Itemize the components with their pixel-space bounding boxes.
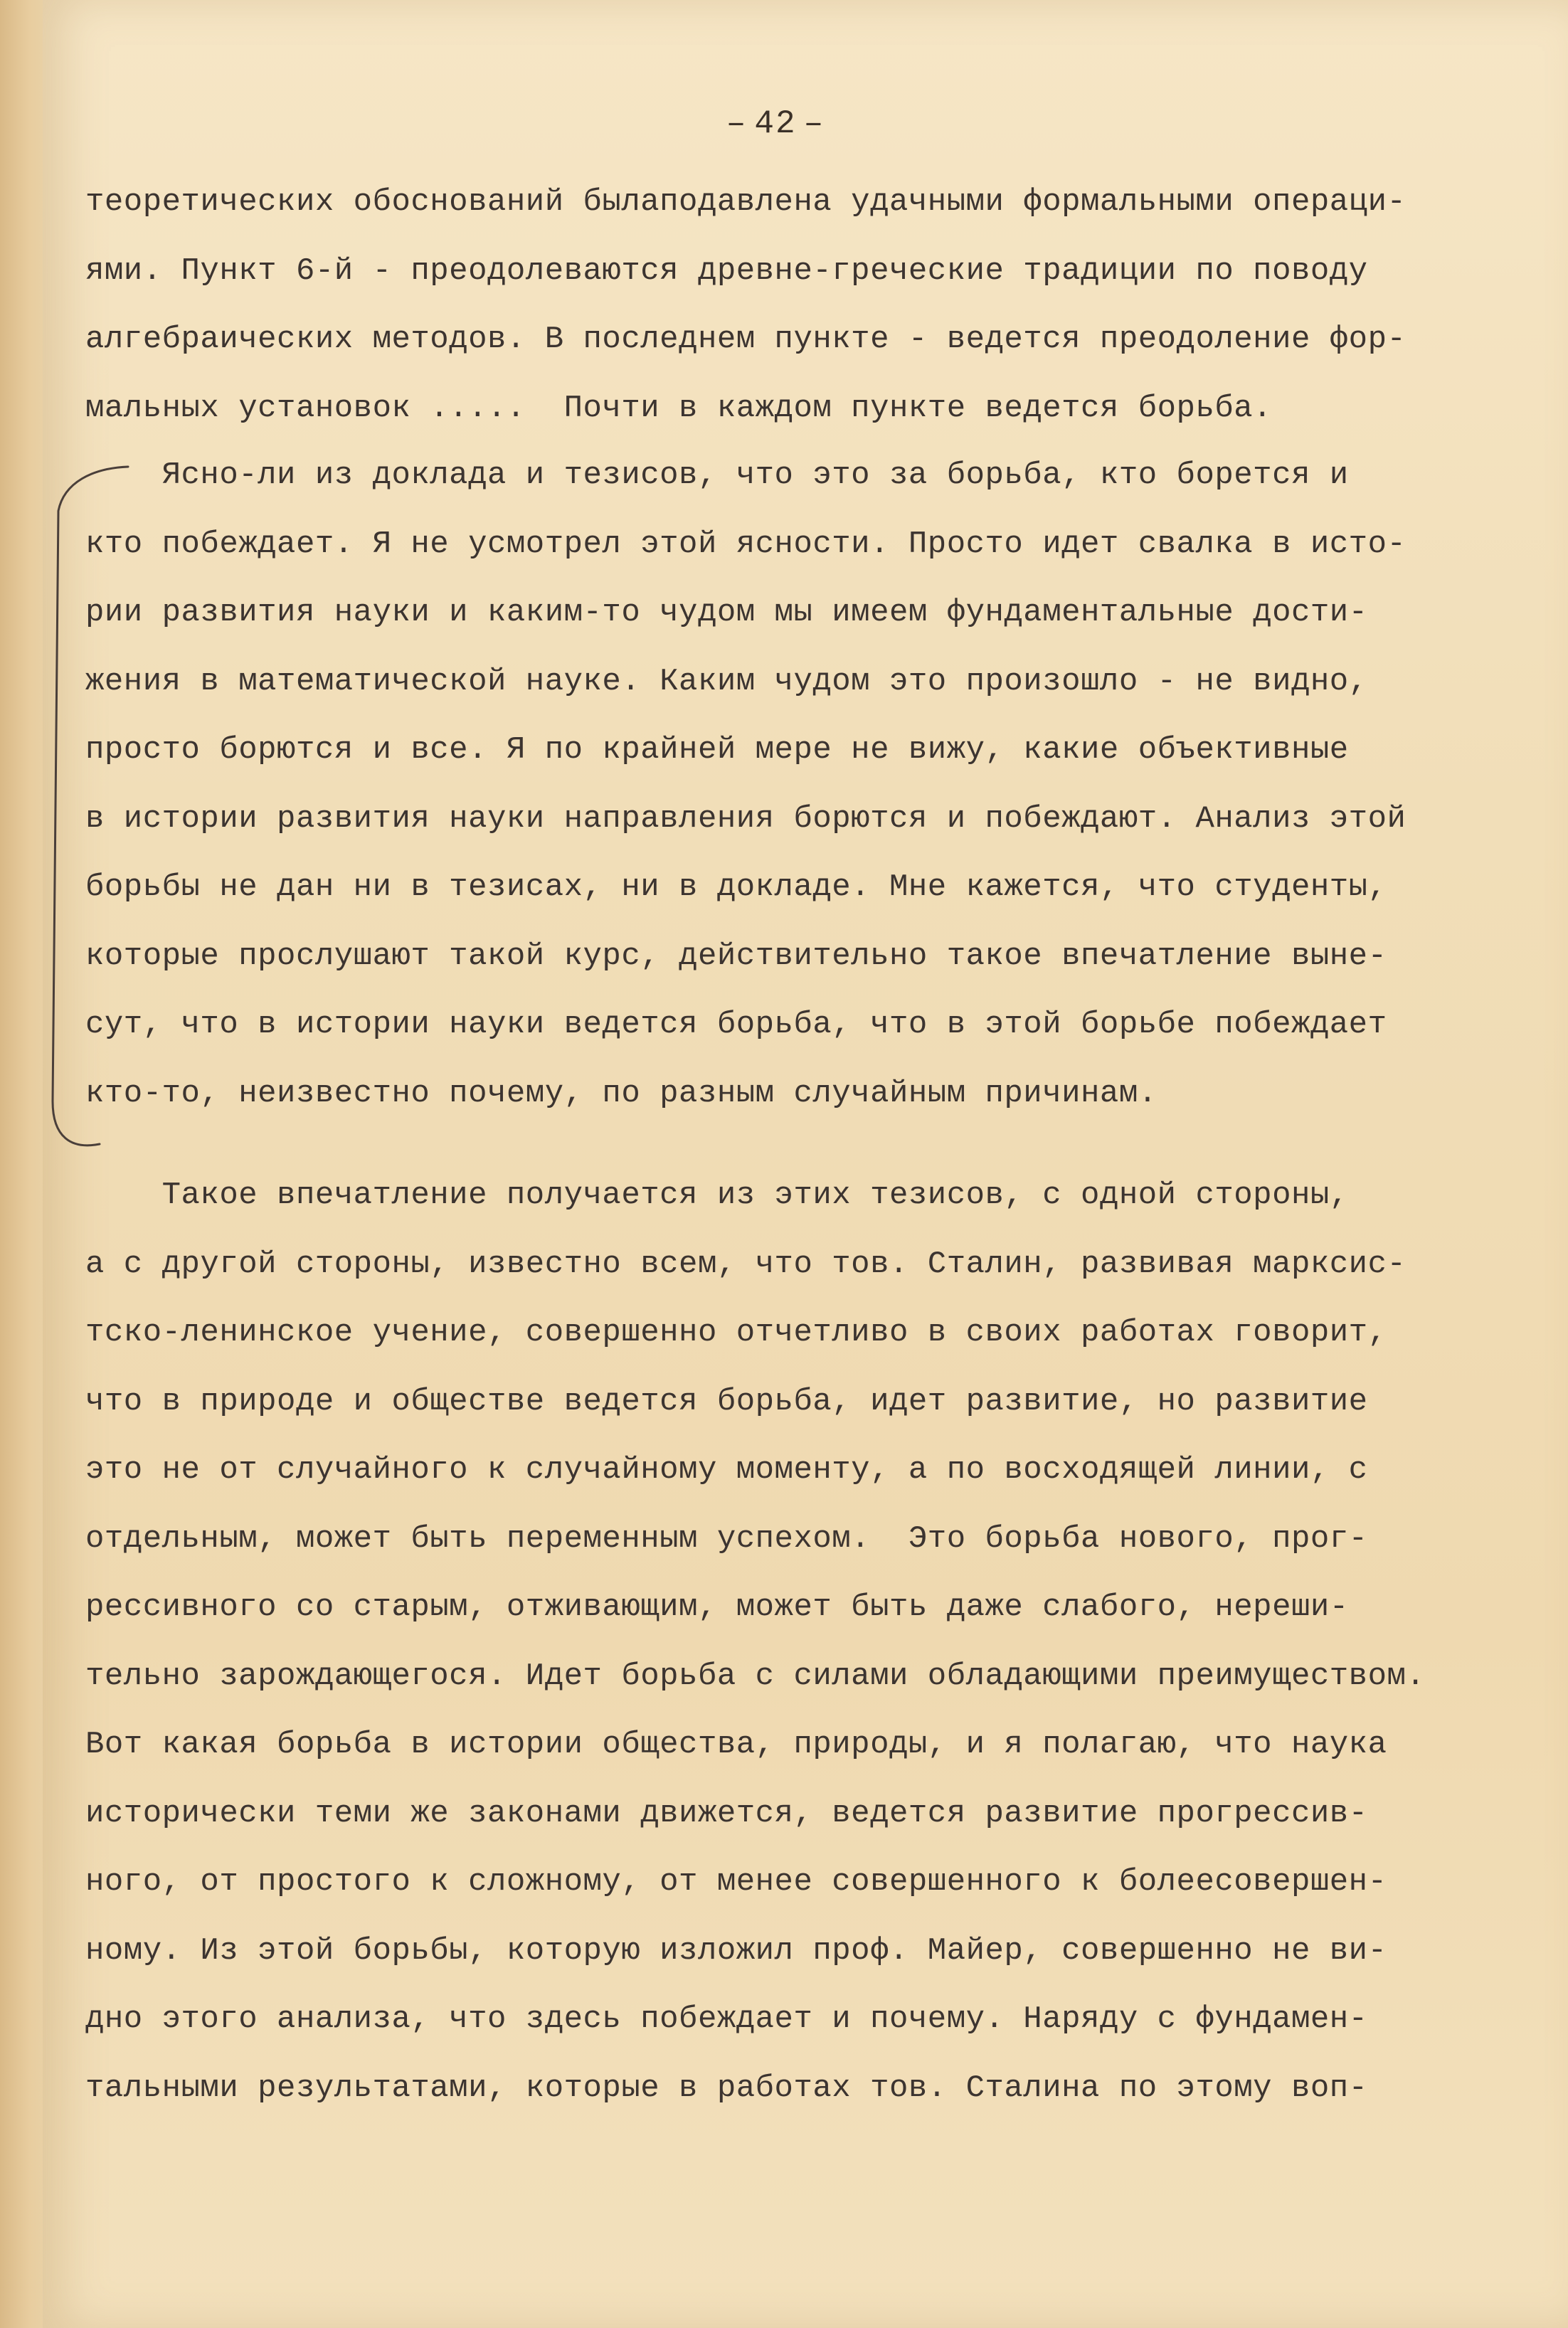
paragraph-1 bbox=[85, 168, 1544, 443]
text-line: рессивного со старым, отживающим, может быть даже слабого, нереши- bbox=[85, 1589, 1349, 1625]
text-line: тельно зарождающегося. Идет борьба с силами обладающими преимуществом. bbox=[85, 1658, 1426, 1694]
text-line: кто-то, неизвестно почему, по разным случайным причинам. bbox=[85, 1075, 1158, 1111]
text-line: тальными результатами, которые в работах тов. Сталина по этому воп- bbox=[85, 2070, 1368, 2106]
text-line: что в природе и обществе ведется борьба, идет развитие, но развитие bbox=[85, 1383, 1368, 1419]
text-line: ного, от простого к сложному, от менее совершенного к болеесовершен- bbox=[85, 1864, 1387, 1900]
text-line: борьбы не дан ни в тезисах, ни в докладе. Мне кажется, что студенты, bbox=[85, 869, 1387, 905]
page-number-dash-left: – bbox=[726, 105, 748, 142]
text-line: алгебраических методов. В последнем пункте - ведется преодоление фор- bbox=[85, 322, 1407, 357]
text-line: в истории развития науки направления борются и побеждают. Анализ этой bbox=[85, 800, 1407, 837]
paragraph-3 bbox=[85, 1161, 1544, 2122]
text-line: Такое впечатление получается из этих тезисов, с одной стороны, bbox=[85, 1178, 1349, 1213]
text-line: теоретических обоснований былаподавлена удачными формальными операци- bbox=[85, 184, 1407, 220]
text-line: это не от случайного к случайному моменту, а по восходящей линии, с bbox=[85, 1452, 1368, 1488]
text-line: ями. Пункт 6-й - преодолеваются древне-греческие традиции по поводу bbox=[85, 253, 1368, 289]
text-line: кто побеждает. Я не усмотрел этой ясности. Просто идет свалка в исто- bbox=[85, 526, 1407, 562]
text-line: которые прослушают такой курс, действительно такое впечатление выне- bbox=[85, 938, 1387, 974]
text-line: ному. Из этой борьбы, которую изложил проф. Майер, совершенно не ви- bbox=[85, 1932, 1387, 1969]
text-line: дно этого анализа, что здесь побеждает и почему. Наряду с фундамен- bbox=[85, 2001, 1368, 2037]
text-line: отдельным, может быть переменным успехом. Это борьба нового, прог- bbox=[85, 1520, 1368, 1557]
text-line: тско-ленинское учение, совершенно отчетливо в своих работах говорит, bbox=[85, 1315, 1387, 1350]
text-line: Ясно-ли из доклада и тезисов, что это за борьба, кто борется и bbox=[85, 457, 1349, 493]
text-line: жения в математической науке. Каким чудом это произошло - не видно, bbox=[85, 663, 1368, 699]
text-line: мальных установок ..... Почти в каждом пункте ведется борьба. bbox=[85, 390, 1273, 426]
text-line: просто борются и все. Я по крайней мере не вижу, какие объективные bbox=[85, 732, 1349, 768]
page-number-dash-right: – bbox=[803, 105, 825, 142]
text-line: рии развития науки и каким-то чудом мы имеем фундаментальные дости- bbox=[85, 595, 1368, 630]
paragraph-2 bbox=[85, 441, 1544, 1128]
text-line: Вот какая борьба в истории общества, природы, и я полагаю, что наука bbox=[85, 1727, 1387, 1762]
page-number bbox=[683, 105, 868, 142]
page-number-value: 42 bbox=[754, 105, 797, 142]
text-line: а с другой стороны, известно всем, что тов. Сталин, развивая марксис- bbox=[85, 1246, 1407, 1282]
text-line: сут, что в истории науки ведется борьба, что в этой борьбе побеждает bbox=[85, 1007, 1387, 1042]
text-line: исторически теми же законами движется, ведется развитие прогрессив- bbox=[85, 1795, 1368, 1831]
